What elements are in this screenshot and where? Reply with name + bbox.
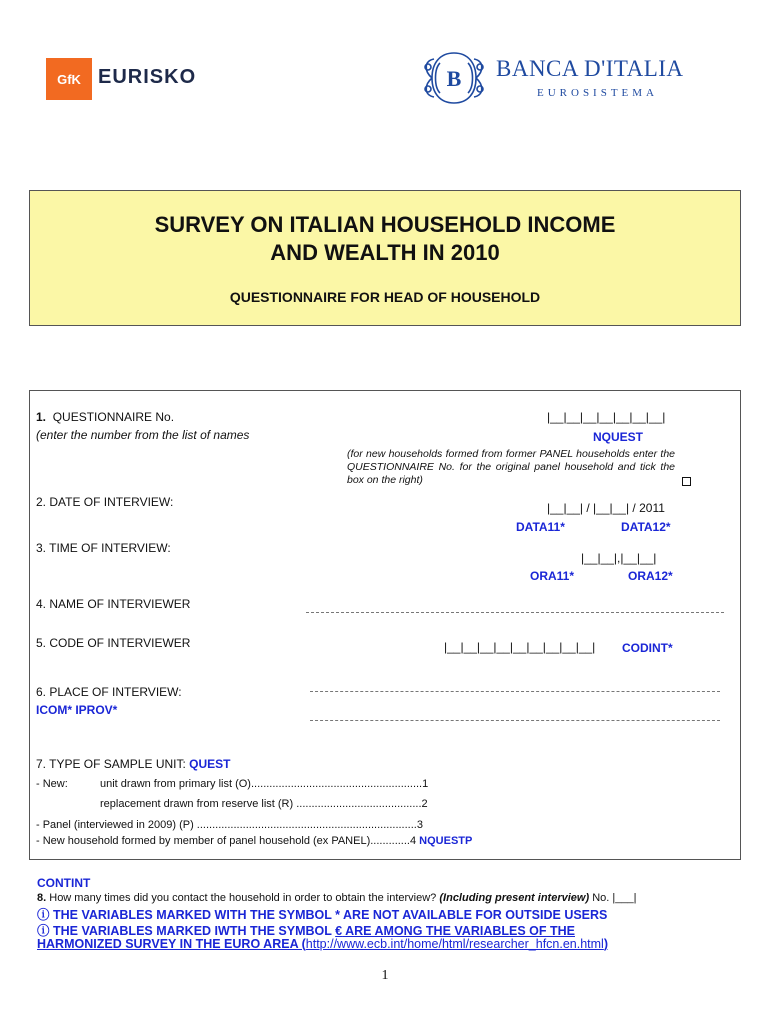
q6-label: 6. PLACE OF INTERVIEW: [36, 685, 182, 699]
q2-label: 2. DATE OF INTERVIEW: [36, 495, 174, 509]
ecb-link[interactable]: http://www.ecb.int/home/html/researcher_hfcn.en.html [305, 937, 604, 951]
q8-question: 8. How many times did you contact the household in order to obtain the interview? (Including present interview) No. |___| [37, 892, 637, 904]
var-data11: DATA11* [516, 520, 565, 534]
q7-label: 7. TYPE OF SAMPLE UNIT: QUEST [36, 757, 231, 771]
bank-subtitle: EUROSISTEMA [537, 87, 659, 99]
q1-hint: (enter the number from the list of names [36, 428, 250, 442]
var-quest: QUEST [189, 757, 231, 771]
questionnaire-number-input[interactable]: |__|__|__|__|__|__|__| [547, 410, 666, 424]
bank-name: BANCA D'ITALIA [496, 56, 684, 81]
var-codint: CODINT* [622, 641, 673, 655]
var-nquest: NQUEST [593, 430, 644, 444]
place-of-interview-input-line2[interactable] [310, 719, 720, 721]
place-of-interview-input-line1[interactable] [310, 690, 720, 692]
q7-new-label: - New: [36, 778, 68, 790]
gfk-logo: GfK [46, 58, 92, 100]
eurisko-logo-text: EURISKO [98, 66, 197, 88]
q7-option-3[interactable]: - Panel (interviewed in 2009) (P) ........................................................................3 [36, 819, 423, 831]
var-ora12: ORA12* [628, 569, 673, 583]
q4-label: 4. NAME OF INTERVIEWER [36, 597, 191, 611]
note-harmonized-survey: HARMONIZED SURVEY IN THE EURO AREA (http://www.ecb.int/home/html/researcher_hfcn.en.html) [37, 937, 609, 951]
panel-household-checkbox[interactable] [682, 477, 691, 486]
banca-italia-emblem-icon [420, 49, 488, 107]
q1-note: (for new households formed from former PANEL households enter the QUESTIONNAIRE No. for the original panel household and tick the box on the right) [347, 448, 675, 486]
note-unavailable-variables: ⓘ THE VARIABLES MARKED WITH THE SYMBOL * ARE NOT AVAILABLE FOR OUTSIDE USERS [37, 908, 608, 922]
contact-count-input[interactable]: No. |___| [592, 892, 637, 904]
emblem-letter: B [446, 66, 462, 91]
survey-title [30, 211, 740, 267]
title-box [29, 190, 741, 326]
q3-label: 3. TIME OF INTERVIEW: [36, 541, 171, 555]
questionnaire-subtitle: QUESTIONNAIRE FOR HEAD OF HOUSEHOLD [229, 289, 541, 305]
q5-label: 5. CODE OF INTERVIEWER [36, 636, 191, 650]
time-of-interview-input[interactable]: |__|__|,|__|__| [581, 551, 657, 565]
q7-option-4[interactable]: - New household formed by member of panel household (ex PANEL).............4 NQUESTP [36, 835, 473, 847]
date-of-interview-input[interactable]: |__|__| / |__|__| / 2011 [547, 501, 665, 515]
note-harmonized-variables: ⓘ THE VARIABLES MARKED IWTH THE SYMBOL € ARE AMONG THE VARIABLES OF THE [37, 924, 575, 938]
survey-title-line1: SURVEY ON ITALIAN HOUSEHOLD INCOME [154, 212, 616, 237]
q7-option-1[interactable]: unit drawn from primary list (O)........................................................1 [100, 778, 429, 790]
page-number: 1 [381, 968, 389, 983]
var-ora11: ORA11* [530, 569, 575, 583]
var-nquestp: NQUESTP [419, 835, 473, 847]
interviewer-name-input[interactable] [306, 611, 724, 613]
var-contint: CONTINT [37, 876, 91, 890]
interviewer-code-input[interactable]: |__|__|__|__|__|__|__|__|__| [444, 640, 596, 654]
var-icom-iprov: ICOM* IPROV* [36, 703, 118, 717]
var-data12: DATA12* [621, 520, 671, 534]
q1-label: 1. QUESTIONNAIRE No. [36, 410, 175, 424]
survey-title-line2: AND WEALTH IN 2010 [270, 240, 500, 265]
q7-option-2[interactable]: replacement drawn from reserve list (R) .........................................2 [100, 798, 428, 810]
